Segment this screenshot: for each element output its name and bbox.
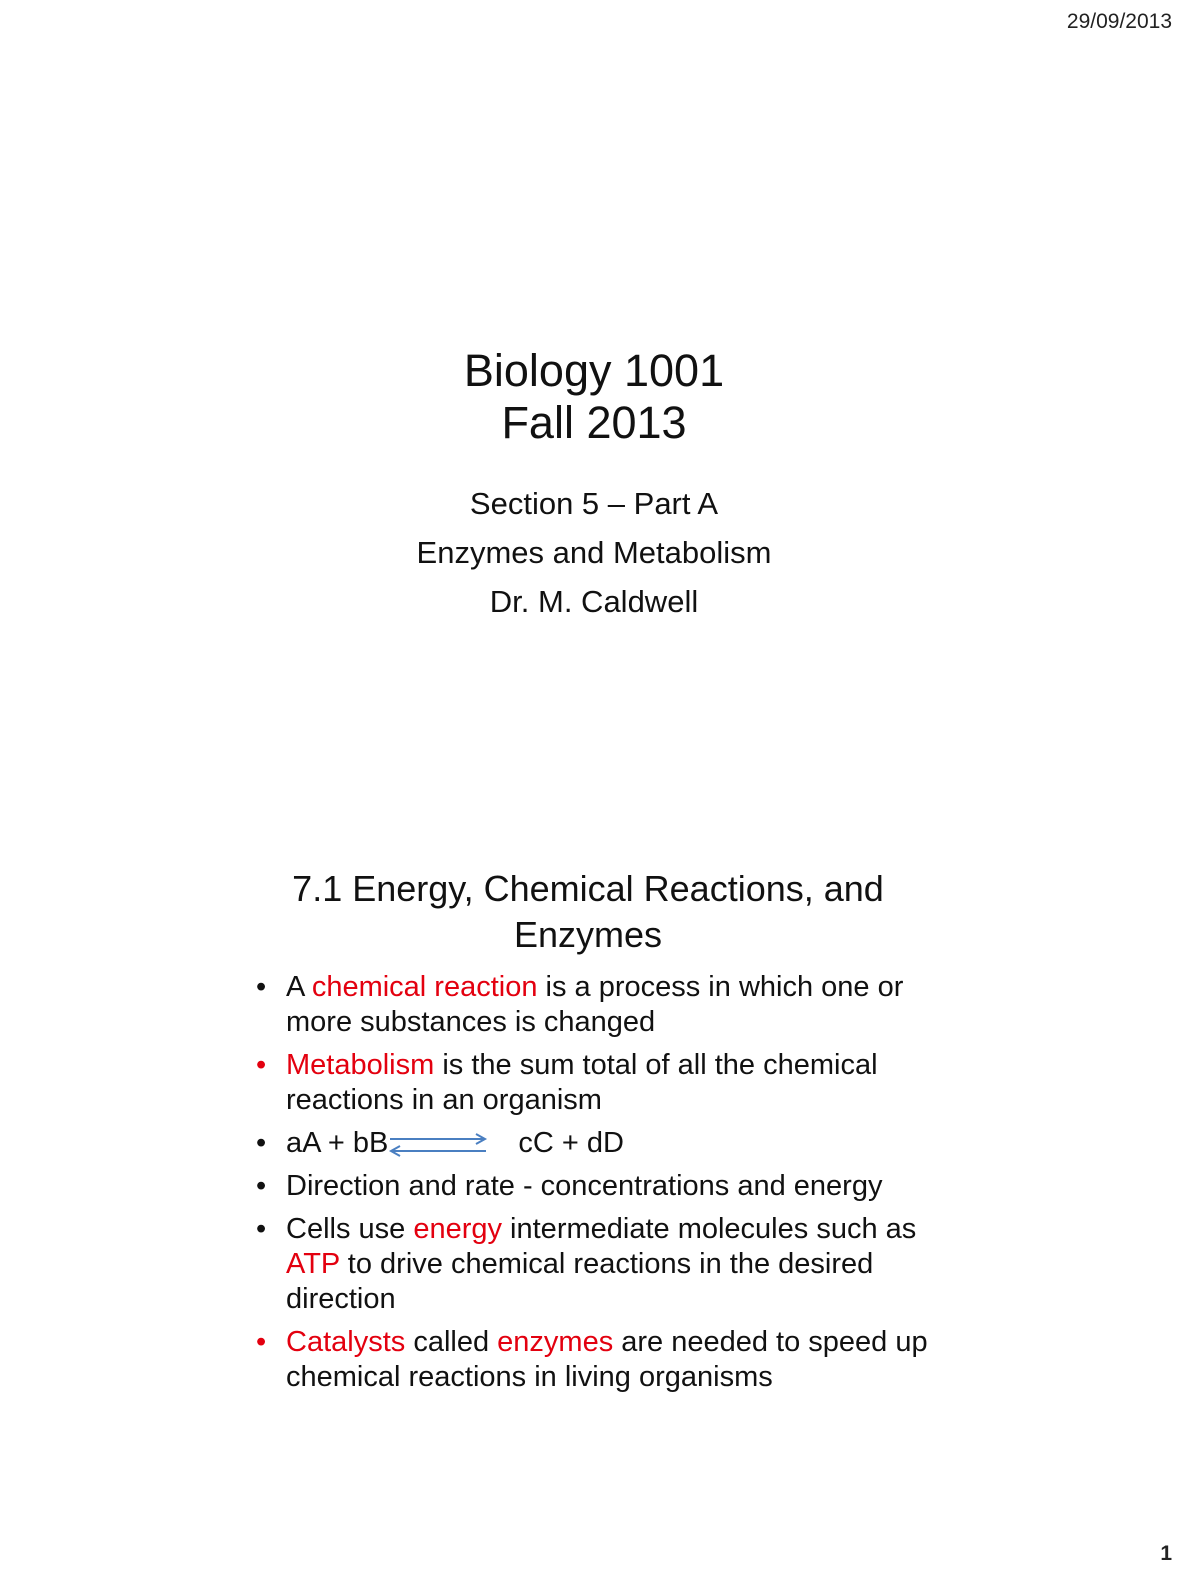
course-title: Biology 1001 bbox=[463, 345, 725, 396]
section-label: Section 5 – Part A bbox=[469, 486, 719, 521]
bullet-text: intermediate molecules such as bbox=[502, 1213, 917, 1245]
reactants: aA + bB bbox=[286, 1127, 389, 1159]
bullet-marker: • bbox=[256, 971, 267, 1003]
list-item bbox=[250, 970, 950, 1040]
equilibrium-arrows-icon bbox=[388, 1129, 488, 1159]
highlight-term: chemical reaction bbox=[311, 971, 538, 1003]
content-slide bbox=[250, 866, 950, 1403]
bullet-text: is the sum total of all the chemical reactions in an organism bbox=[286, 1049, 878, 1116]
bullet-text: to drive chemical reactions in the desired direction bbox=[286, 1248, 874, 1315]
list-item bbox=[250, 1212, 950, 1317]
page-number: 1 bbox=[1160, 1542, 1172, 1565]
list-item bbox=[250, 1126, 950, 1161]
slide-heading-line1: 7.1 Energy, Chemical Reactions, and bbox=[292, 868, 884, 909]
title-slide bbox=[0, 345, 1188, 626]
bullet-marker: • bbox=[256, 1049, 267, 1081]
topic-label: Enzymes and Metabolism bbox=[416, 535, 772, 570]
highlight-term: Metabolism bbox=[286, 1049, 435, 1081]
products: cC + dD bbox=[518, 1127, 624, 1159]
bullet-list bbox=[250, 970, 950, 1395]
bullet-text: A bbox=[286, 971, 312, 1003]
bullet-text: Cells use bbox=[286, 1213, 414, 1245]
bullet-text: Direction and rate - concentrations and energy bbox=[286, 1170, 883, 1202]
slide-heading bbox=[226, 866, 950, 958]
list-item bbox=[250, 1169, 950, 1204]
term-title: Fall 2013 bbox=[501, 397, 687, 448]
bullet-marker: • bbox=[256, 1213, 267, 1245]
bullet-text: called bbox=[405, 1326, 498, 1358]
date-stamp: 29/09/2013 bbox=[1066, 10, 1172, 33]
bullet-marker: • bbox=[256, 1127, 267, 1159]
author-label: Dr. M. Caldwell bbox=[489, 584, 699, 619]
highlight-term: Catalysts bbox=[286, 1326, 406, 1358]
bullet-marker: • bbox=[256, 1326, 267, 1358]
bullet-text: are needed to speed up chemical reactions in living organisms bbox=[286, 1326, 928, 1393]
list-item bbox=[250, 1325, 950, 1395]
highlight-term: ATP bbox=[286, 1248, 340, 1280]
bullet-marker: • bbox=[256, 1170, 267, 1202]
slide-heading-line2: Enzymes bbox=[513, 914, 663, 955]
list-item bbox=[250, 1048, 950, 1118]
highlight-term: enzymes bbox=[497, 1326, 614, 1358]
highlight-term: energy bbox=[413, 1213, 502, 1245]
bullet-text: is a process in which one or more substances is changed bbox=[286, 971, 904, 1038]
